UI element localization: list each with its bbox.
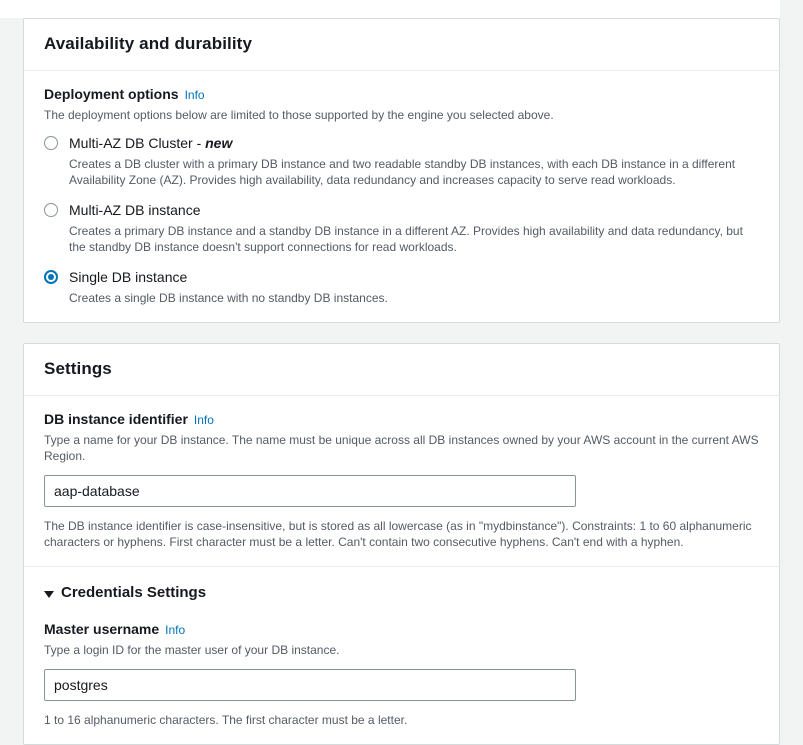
credentials-settings-title: Credentials Settings xyxy=(61,584,207,601)
deployment-options-label: Deployment options xyxy=(44,86,179,102)
deployment-options-label-row xyxy=(44,85,759,103)
deployment-option-single-instance[interactable] xyxy=(44,268,759,306)
master-username-label-row xyxy=(44,620,759,638)
deployment-option-multi-az-instance[interactable] xyxy=(44,201,759,255)
master-username-label: Master username xyxy=(44,621,160,637)
db-instance-identifier-constraints: The DB instance identifier is case-insensitive, but is stored as all lowercase (as in "mydbinstance"). Constraints: 1 to 60 alphanumeric characters or hyphens. First character must be a letter. Can't contain two consecutive hyphens. Can't end with a hyphen. xyxy=(44,519,752,549)
settings-card xyxy=(23,343,780,745)
radio-icon-multi-az-instance[interactable] xyxy=(44,203,58,217)
db-instance-identifier-label-row xyxy=(44,410,759,428)
deployment-option-multi-az-cluster-title xyxy=(69,135,232,151)
rds-create-database-page xyxy=(0,18,803,745)
credentials-settings-toggle[interactable] xyxy=(44,567,759,603)
deployment-options-info-link[interactable]: Info xyxy=(184,88,205,102)
deployment-option-multi-az-cluster-description: Creates a DB cluster with a primary DB instance and two readable standby DB instances, with each DB instance in a different Availability Zone (AZ). Provides high availability, data redundancy and increases capacity to serve read workloads. xyxy=(69,157,736,187)
settings-card-header xyxy=(24,344,779,396)
deployment-option-multi-az-instance-description: Creates a primary DB instance and a standby DB instance in a different AZ. Provides high availability and data redundancy, but the standby DB instance doesn't support connections for read workloads. xyxy=(69,224,743,254)
db-instance-identifier-description: Type a name for your DB instance. The name must be unique across all DB instances owned by your AWS account in the current AWS Region. xyxy=(44,433,759,463)
master-username-description: Type a login ID for the master user of your DB instance. xyxy=(44,643,340,657)
availability-card-body xyxy=(24,71,779,322)
availability-card-header xyxy=(24,19,779,71)
deployment-option-single-instance-title: Single DB instance xyxy=(69,269,188,285)
page-top-spacer xyxy=(0,0,780,18)
deployment-option-multi-az-instance-title: Multi-AZ DB instance xyxy=(69,202,201,218)
radio-icon-single-instance[interactable] xyxy=(44,270,58,284)
availability-heading: Availability and durability xyxy=(44,34,253,53)
master-username-input[interactable] xyxy=(44,669,576,701)
deployment-option-multi-az-cluster[interactable] xyxy=(44,134,759,188)
deployment-option-single-instance-description: Creates a single DB instance with no standby DB instances. xyxy=(69,291,388,305)
radio-icon-multi-az-cluster[interactable] xyxy=(44,136,58,150)
settings-card-body xyxy=(24,396,779,744)
master-username-constraints: 1 to 16 alphanumeric characters. The first character must be a letter. xyxy=(44,713,408,727)
db-instance-identifier-info-link[interactable]: Info xyxy=(193,413,214,427)
availability-and-durability-card xyxy=(23,18,780,323)
settings-heading: Settings xyxy=(44,359,112,378)
deployment-option-multi-az-cluster-title-text: Multi-AZ DB Cluster - xyxy=(69,135,206,151)
deployment-options-radio-group xyxy=(44,134,759,306)
db-instance-identifier-label: DB instance identifier xyxy=(44,411,188,427)
master-username-info-link[interactable]: Info xyxy=(165,623,186,637)
master-username-field xyxy=(44,620,759,728)
db-instance-identifier-input[interactable] xyxy=(44,475,576,507)
deployment-options-description: The deployment options below are limited to those supported by the engine you selected above. xyxy=(44,108,554,122)
chevron-down-icon[interactable] xyxy=(44,591,54,598)
deployment-option-multi-az-cluster-badge: new xyxy=(205,135,233,151)
